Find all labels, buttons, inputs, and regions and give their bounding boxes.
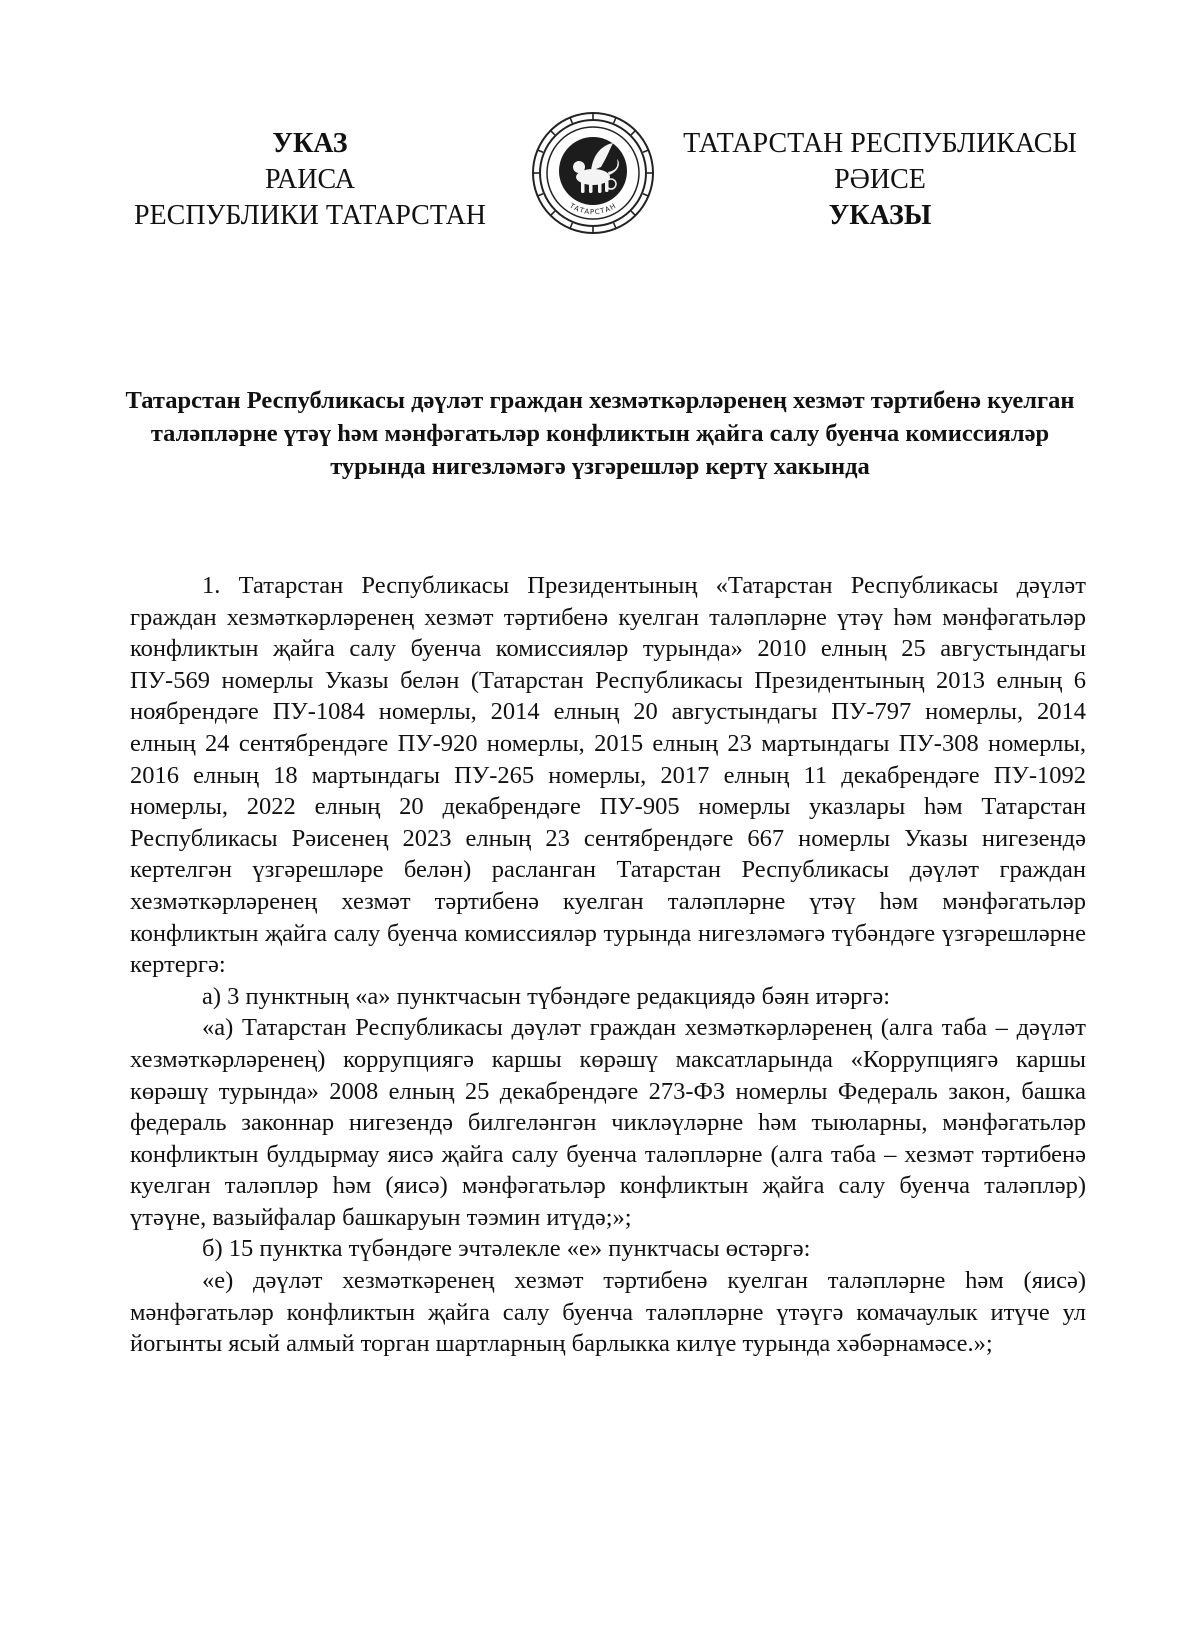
paragraph-3: «а) Татарстан Республикасы дәүләт граждан хезмәткәрләренең (алга таба – дәүләт хезмәткәрләренең) коррупциягә каршы көрәшү максатларында «Коррупциягә каршы көрәшү турында» 2008 елның 25 декабрендәге 273-ФЗ номерлы Федераль закон, башка федераль законнар нигезендә билгеләнгән чикләүләрне һәм тыюларны, мәнфәгатьләр конфликтын булдырмау яисә җайга салу буенча таләпләрне (алга таба – хезмәт тәртибенә куелган таләпләр һәм (яисә) мәнфәгатьләр конфликтын җайга салу буенча таләпләр) үтәүне, вазыйфалар башкаруын тәэмин итүдә;»;: [130, 1014, 1086, 1231]
paragraph-1: 1. Татарстан Республикасы Президентының «Татарстан Республикасы дәүләт граждан хезмәткәрләренең хезмәт тәртибенә куелган таләпләрне үтәү һәм мәнфәгатьләр конфликтын җайга салу буенча комиссияләр турында» 2010 елның 25 августындагы ПУ-569 номерлы Указы белән (Татарстан Республикасы Президентының 2013 елның 6 ноябрендәге ПУ-1084 номерлы, 2014 елның 20 августындагы ПУ-797 номерлы, 2014 елның 24 сентябрендәге ПУ-920 номерлы, 2015 елның 23 мартындагы ПУ-308 номерлы, 2016 елның 18 мартындагы ПУ-265 номерлы, 2017 елның 11 декабрендәге ПУ-1092 номерлы, 2022 елның 20 декабрендәге ПУ-905 номерлы указлары һәм Татарстан Республикасы Рәисенең 2023 елның 23 сентябрендәге 667 номерлы Указы нигезендә кертелгән үзгәрешләре белән) расланган Татарстан Республикасы дәүләт граждан хезмәткәрләренең хезмәт тәртибенә куелган таләпләрне үтәү һәм мәнфәгатьләр конфликтын җайга салу буенча комиссияләр турында нигезләмәгә түбәндәге үзгәрешләрне кертергә:: [130, 572, 1086, 979]
paragraph-2: а) 3 пунктның «а» пунктчасын түбәндәге редакциядә бәян итәргә:: [202, 982, 891, 1010]
header-right-subtitle: РӘИСЕ: [834, 164, 926, 195]
paragraph-5: «е) дәүләт хезмәткәренең хезмәт тәртибенә куелган таләпләрне һәм (яисә) мәнфәгатьләр конфликтын җайга салу буенча таләпләрне үтәүгә комачаулык итүче ул йогынты ясый алмый торган шартларның барлыкка килүе турында хәбәрнамәсе.»;: [130, 1267, 1086, 1358]
header-left-block: [120, 126, 500, 234]
paragraph-4: б) 15 пунктка түбәндәге эчтәлекле «е» пунктчасы өстәргә:: [202, 1235, 811, 1263]
emblem-ring-text: ТАТАРСТАН: [568, 201, 618, 217]
tatarstan-coat-of-arms-icon: [531, 111, 655, 235]
header-right-block: [680, 126, 1080, 234]
header-right-republic: ТАТАРСТАН РЕСПУБЛИКАСЫ: [683, 128, 1077, 159]
document-title: Татарстан Республикасы дәүләт граждан хезмәткәрләренең хезмәт тәртибенә куелган таләпләрне үтәү һәм мәнфәгатьләр конфликтын җайга салу буенча комиссияләр турында нигезләмәгә үзгәрешләр кертү хакында: [125, 387, 1075, 480]
header-left-title: УКАЗ: [272, 128, 348, 159]
header-left-republic: РЕСПУБЛИКИ ТАТАРСТАН: [133, 200, 487, 231]
document-body: [130, 570, 1086, 1360]
header-left-subtitle: РАИСА: [265, 164, 355, 195]
header-right-title: УКАЗЫ: [828, 200, 932, 231]
